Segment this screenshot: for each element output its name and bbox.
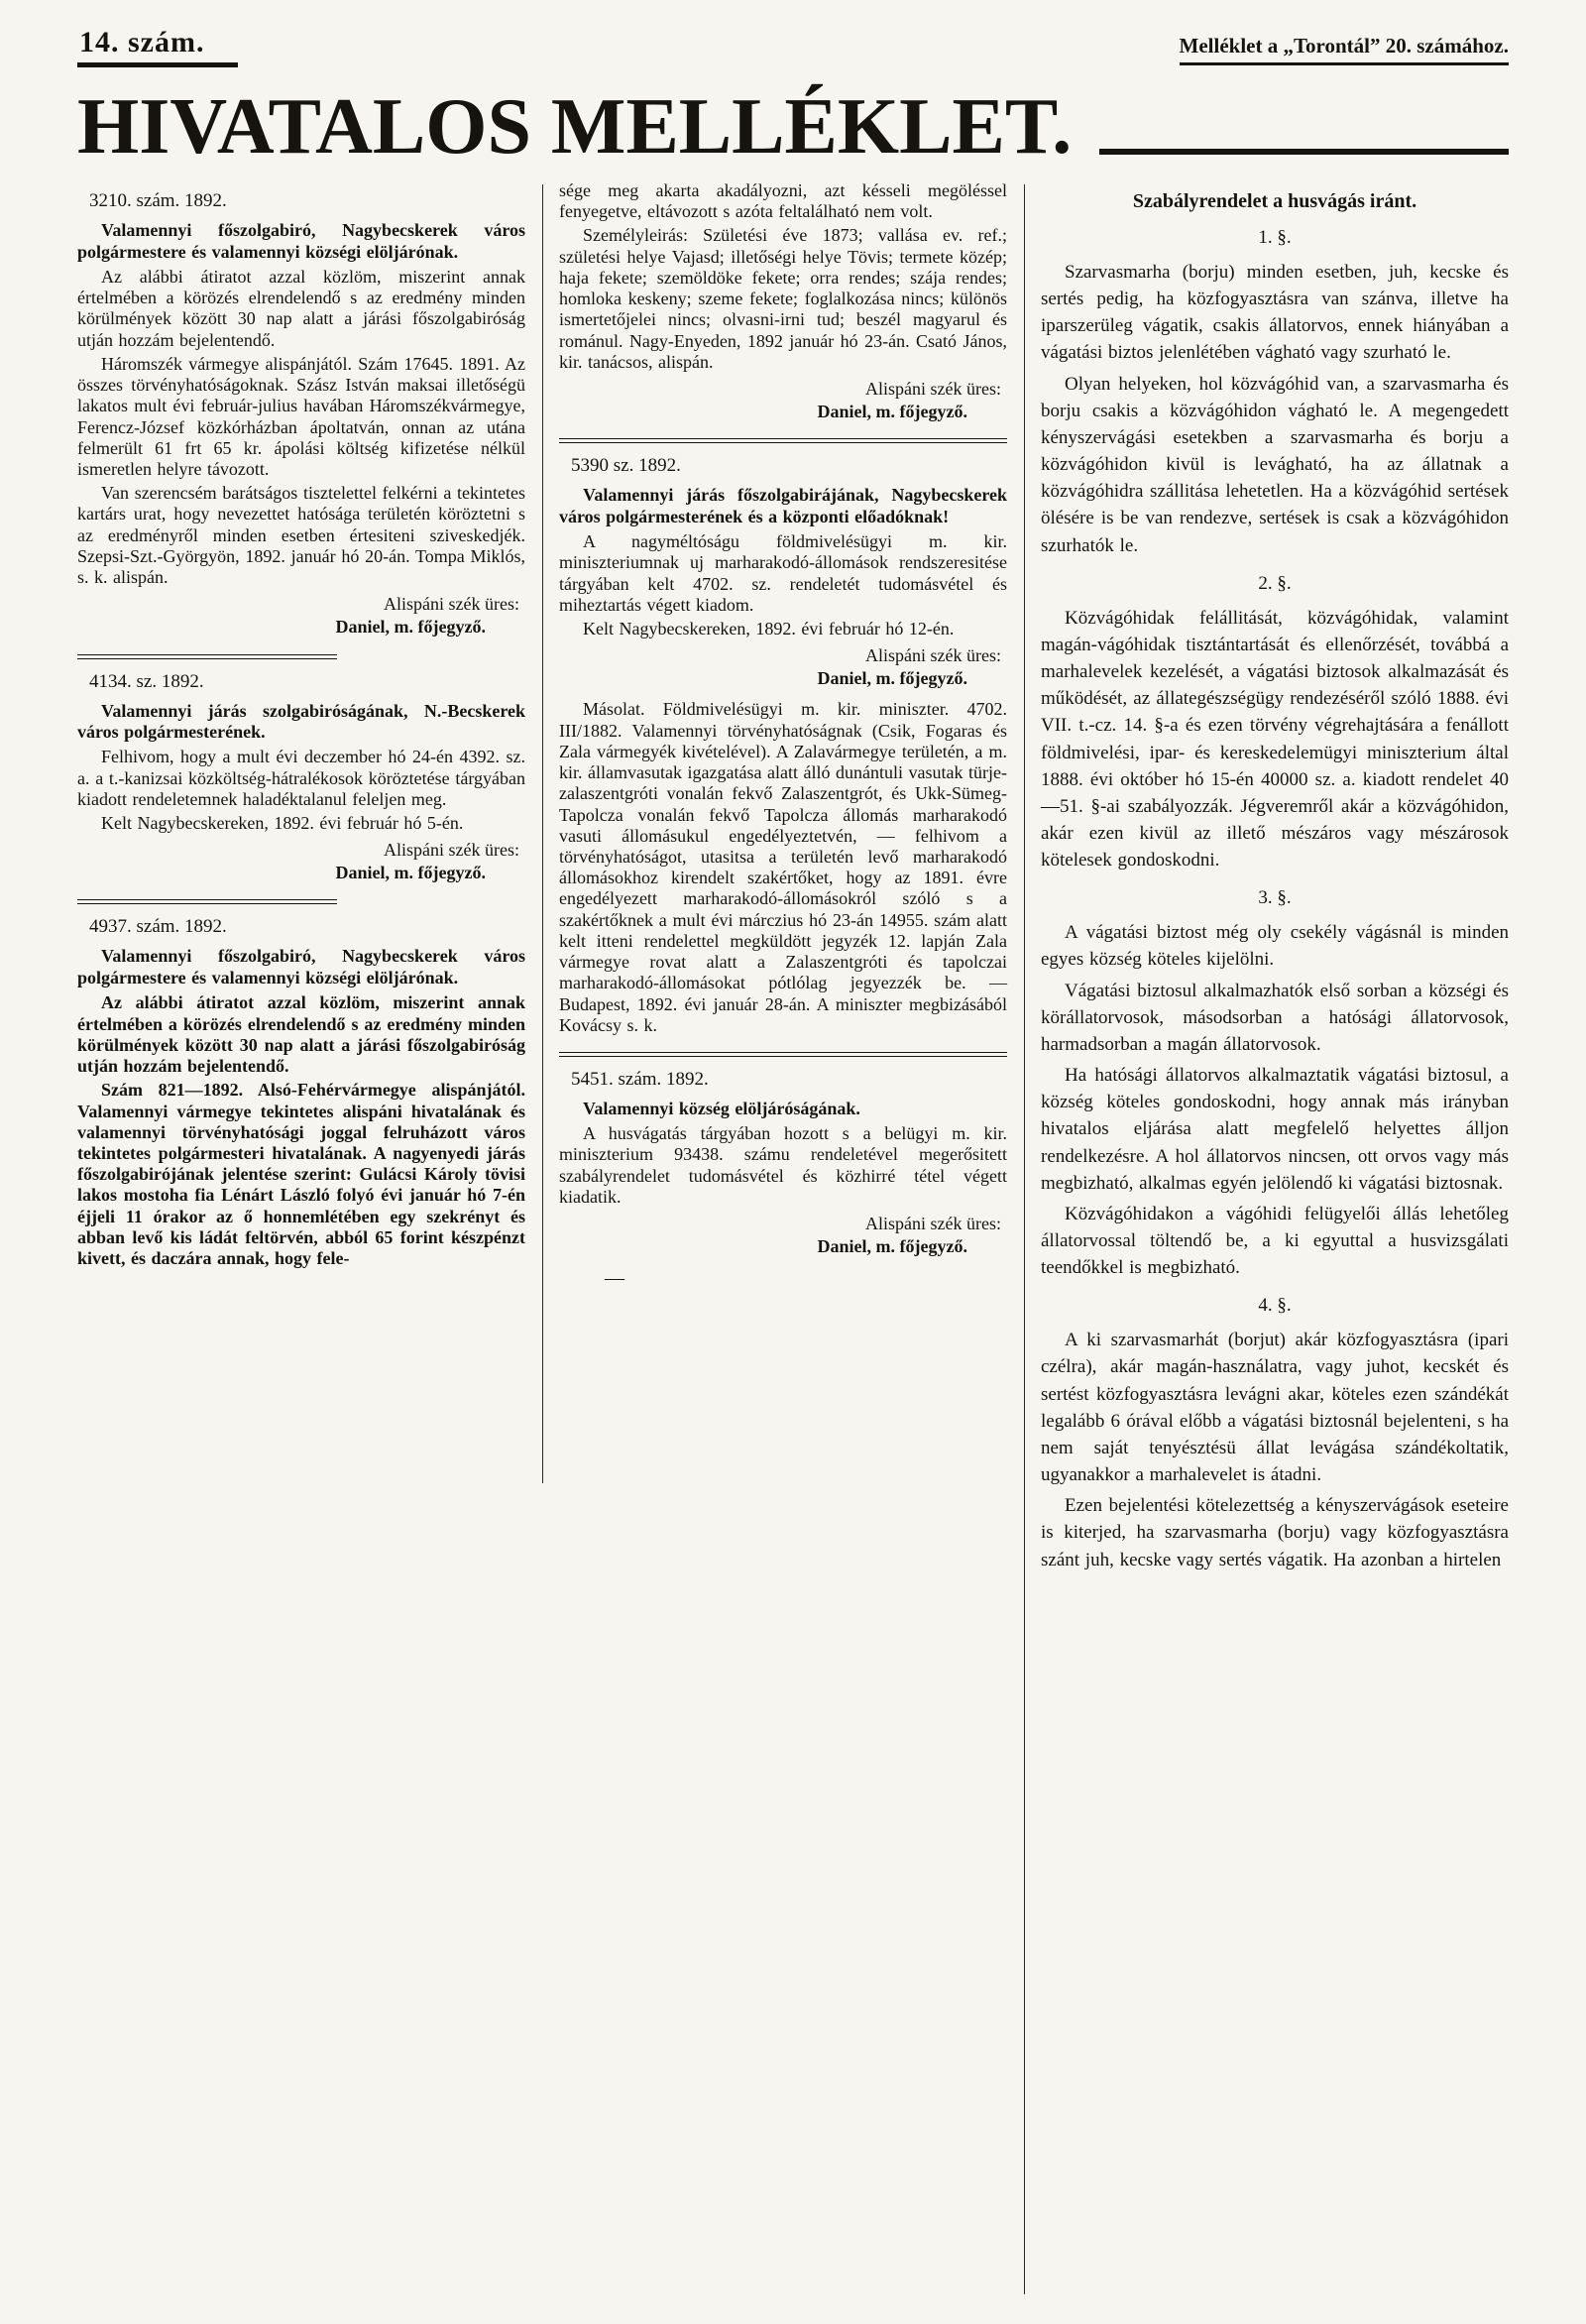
regulation-paragraph: Közvágóhidak felállitását, közvágóhidak, valamint magán-vágóhidak tisztántartását és ellenőrzését, továbbá a marhalevelek kezelését, a vágatási biztosok alkalmazását és működését, az állategészségügy rendezéséről szóló 1888. évi VII. t.-cz. 14. §-a és ezen törvény végrehajtására a fenállott földmivelési, ipar- és kereskedelemügyi miniszterium által 1888. évi október hó 15-én 40000 sz. a. kiadott rendelet 40—51. §-ai szabályozzák. Jégveremről akár a közvágóhidon, akár ezen kivül az illető mészáros vagy mészárosok kötelesek gondoskodni. xyxy=(1041,607,1509,872)
article-addressee: Valamennyi járás főszolgabirájának, Nagybecskerek város polgármesterének és a központi előadóknak! xyxy=(559,485,1007,527)
article-4937 xyxy=(77,916,525,1269)
signature-block xyxy=(559,645,1007,689)
regulation-paragraph: Szarvasmarha (borju) minden esetben, juh, kecske és sertés pedig, ha közfogyasztásra van szánva, illetve ha iparszerüleg vágatik, csakis állatorvos, ennek hiányában a vágatási biztos jelenlétében vágható vagy szurható le. xyxy=(1041,262,1509,364)
section-heading-1: 1. §. xyxy=(1258,227,1292,248)
article-paragraph: A husvágatás tárgyában hozott s a belügyi m. kir. miniszterium 93438. számu rendeletével megerősitett szabályrendelet tudomásvétel és közhirré tétel végett kiadatik. xyxy=(559,1123,1007,1207)
article-number: 4134. sz. 1892. xyxy=(89,670,204,692)
section-heading-2: 2. §. xyxy=(1258,572,1292,594)
regulation-paragraph: Ezen bejelentési kötelezettség a kényszervágások eseteire is kiterjed, ha szarvasmarha (borju) vagy közfogyasztásra szánt juh, kecske vagy sertés vágatik. Ha azonban a hirtelen xyxy=(1041,1495,1509,1570)
article-number: 5451. szám. 1892. xyxy=(571,1069,709,1091)
article-paragraph: Szám 821—1892. Alsó-Fehérvármegye alispánjától. Valamennyi vármegye tekintetes alispáni hivatalának és valamennyi törvényhatósági joggal felruházott város tekintetes polgármesteri hivatalának. A nagyenyedi járás főszolgabirójának jelentése szerint: Gulácsi Károly tövisi lakos mostoha fia Lénárt László folyó évi január hó 7-én éjjeli 11 órakor az ő honnemlétében egy szekrényt és abban levő kis ládát feltörvén, abból 65 forint készpénzt kivett, és daczára annak, hogy fele- xyxy=(77,1080,525,1269)
column-divider xyxy=(1024,184,1025,2294)
article-paragraph: Az alábbi átiratot azzal közlöm, miszerint annak értelmében a körözés elrendelendő s az eredmény minden körülmények között 30 nap alatt a járási főszolgabiróság utján hozzám bejelentendő. xyxy=(77,992,525,1077)
article-3210 xyxy=(77,190,525,639)
article-addressee: Valamennyi főszolgabiró, Nagybecskerek város polgármestere és valamennyi községi elöljárónak. xyxy=(77,220,525,262)
signature-notary: Daniel, m. főjegyző. xyxy=(817,1235,967,1256)
regulation-title: Szabályrendelet a husvágás iránt. xyxy=(1132,190,1417,212)
signature-vacant: Alispáni szék üres: xyxy=(384,840,519,861)
article-paragraph: Kelt Nagybecskereken, 1892. évi február hó 5-én. xyxy=(101,813,464,834)
regulation-paragraph: A ki szarvasmarhát (borjut) akár közfogyasztásra (ipari czélra), akár magán-használatra, vagy juhot, kecskét és sertést közfogyasztásra levágni akar, köteles ezen szándékát legalább 6 órával előbb a vágatási biztosnál bejelenteni, s ha nem saját tenyésztésü állat levágása szándékoltatik, ugyanakkor a marhalevelet is átadni. xyxy=(1041,1330,1509,1486)
article-paragraph: Felhivom, hogy a mult évi deczember hó 24-én 4392. sz. a. a t.-kanizsai közköltség-hátralékosok köröztetése tárgyában kiadott rendeletemnek haladéktalanul feleljen meg. xyxy=(77,747,525,809)
article-addressee: Valamennyi község elöljáróságának. xyxy=(583,1099,860,1119)
masthead-row xyxy=(77,26,1509,67)
column-3 xyxy=(1041,180,1509,1577)
signature-notary: Daniel, m. főjegyző. xyxy=(335,617,486,638)
article-number: 3210. szám. 1892. xyxy=(89,190,227,211)
article-number: 4937. szám. 1892. xyxy=(89,916,227,938)
end-dash: — xyxy=(605,1267,624,1290)
title-rule xyxy=(1099,149,1509,155)
signature-vacant: Alispáni szék üres: xyxy=(384,594,519,615)
article-paragraph: Az alábbi átiratot azzal közlöm, miszerint annak értelmében a körözés elrendelendő s az eredmény minden körülmények között 30 nap alatt a járási főszolgabiróság utján hozzám bejelentendő. xyxy=(77,266,525,350)
article-paragraph: Személyleirás: Születési éve 1873; vallása ev. ref.; születési helye Vajasd; illetőségi helye Tövis; termete közép; haja fekete; szemöldöke fekete; orra rendes; szája rendes; homloka keskeny; szeme fekete; foglalkozása nincs; különös ismertetőjelei nincs; olvasni-irni tud; beszél magyarul és románul. Nagy-Enyeden, 1892 január hó 23-án. Csató János, kir. tanácsos, alispán. xyxy=(559,225,1007,372)
regulation-paragraph: Ha hatósági állatorvos alkalmaztatik vágatási biztosul, a község köteles gondoskodni, hogy annak más irányban hivatalos eljárása alatt megfelelő helyettes álljon rendelkezésre. A hol állatorvos nincsen, ott orvos vagy más megbizható, alkalmas egyén jelölendő ki vágatási biztosnak. xyxy=(1041,1065,1509,1194)
article-5451 xyxy=(559,1069,1007,1290)
column-1 xyxy=(77,180,525,1272)
regulation-paragraph: A vágatási biztost még oly csekély vágásnál is minden egyes község köteles kijelölni. xyxy=(1041,922,1509,971)
article-paragraph: Kelt Nagybecskereken, 1892. évi február hó 12-én. xyxy=(583,619,955,639)
article-number: 5390 sz. 1892. xyxy=(571,455,681,477)
regulation-paragraph: Olyan helyeken, hol közvágóhid van, a szarvasmarha és borju csakis a közvágóhidon vágható le. A megengedett kényszervágási esetekben a szarvasmarha és borju a közvágóhidon kivül is levágható, ha az állatnak a közvágóhidra szállitása lehetetlen. Ha a közvágóhid sertések ölésére is be van rendezve, sertések is csak a közvágóhidon szurhatók le. xyxy=(1041,373,1509,556)
article-addressee: Valamennyi főszolgabiró, Nagybecskerek város polgármestere és valamennyi községi elöljárónak. xyxy=(77,946,525,988)
article-separator xyxy=(77,654,337,659)
section-heading-4: 4. §. xyxy=(1258,1295,1292,1317)
regulation-paragraph: Vágatási biztosul alkalmazhatók első sorban a községi és körállatorvosok, másodsorban a hatósági állatorvosok, harmadsorban a magán állatorvosok. xyxy=(1041,980,1509,1055)
signature-block xyxy=(559,1214,1007,1257)
signature-vacant: Alispáni szék üres: xyxy=(865,379,1001,400)
article-paragraph: A nagyméltóságu földmivelésügyi m. kir. miniszteriumnak uj marharakodó-állomások rendszeresitése tárgyában kelt 4702. sz. rendeletét tudomásvétel és miheztartás végett kiadom. xyxy=(559,531,1007,615)
article-5390 xyxy=(559,455,1007,1036)
article-paragraph: sége meg akarta akadályozni, azt késseli megöléssel fenyegetve, eltávozott s azóta feltalálható nem volt. xyxy=(559,180,1007,222)
ministerial-copy-paragraph: Másolat. Földmivelésügyi m. kir. miniszter. 4702. III/1882. Valamennyi törvényhatóságnak (Csik, Fogaras és Zala vármegyék kivételével). A Zalavármegye területén, a m. kir. államvasutak igazgatása alatt álló dunántuli vasutak türje-zalaszentgróti vonalán fekvő Zalaszentgrót, és Ukk-Sümeg-Tapolcza vonalán fekvő Tapolcza állomás marharakodó vasuti állomásukul engedélyeztetvén, — felhivom a törvényhatóságot, utasitsa a területén levő marharakodó állomásokhoz kirendelt szakértőket, hogy az 1891. évre engedélyezett marharakodó-állomásokról szóló s a szakértőknek a mult évi márczius hó 23-án 14955. szám alatt kelt itteni rendelettel megküldött jegyzék 12. lapján Zala vármegye rovat alatt a Zalaszentgróti és tapolczai marharakodó-állomásokat pótlólag jegyezzék be. — Budapest, 1892. évi január 28-án. A miniszter megbizásából Kovácsy s. k. xyxy=(559,699,1007,1035)
article-separator xyxy=(559,1052,1007,1057)
signature-notary: Daniel, m. főjegyző. xyxy=(335,862,486,882)
article-4937-continuation xyxy=(559,180,1007,422)
column-divider xyxy=(542,184,543,1483)
article-paragraph: Van szerencsém barátságos tisztelettel felkérni a tekintetes kartárs urat, hogy nevezettet hatósága területén köröztetni s az eredményről minden esetben értesiteni sziveskedjék. Szepsi-Szt.-Györgyön, 1892. január hó 20-án. Tompa Miklós, s. k. alispán. xyxy=(77,483,525,588)
title-row xyxy=(77,83,1509,171)
article-4134 xyxy=(77,671,525,884)
signature-vacant: Alispáni szék üres: xyxy=(865,1214,1001,1234)
signature-block xyxy=(77,594,525,638)
regulation-article xyxy=(1041,190,1509,1573)
article-paragraph: Háromszék vármegye alispánjától. Szám 17645. 1891. Az összes törvényhatóságoknak. Szász István maksai illetőségü lakatos mult évi február-julius havában Háromszékvármegye, Ferencz-József közkórházban ápoltatván, onnan az utána felmerült 61 frt 65 kr. ápolási költség kifizetése nélkül ismeretlen helyre távozott. xyxy=(77,353,525,480)
regulation-paragraph: Közvágóhidakon a vágóhidi felügyelői állás lehetőleg állatorvossal töltendő be, a ki egyuttal a husvizsgálati teendőkkel is megbizható. xyxy=(1041,1203,1509,1279)
supplement-note: Melléklet a „Torontál” 20. számához. xyxy=(1180,34,1509,65)
signature-block xyxy=(77,840,525,883)
article-addressee: Valamennyi járás szolgabiróságának, N.-Becskerek város polgármesterének. xyxy=(77,700,525,743)
issue-number: 14. szám. xyxy=(77,26,238,67)
signature-vacant: Alispáni szék üres: xyxy=(865,645,1001,666)
signature-block xyxy=(559,379,1007,422)
article-separator xyxy=(77,899,337,904)
article-separator xyxy=(559,438,1007,443)
content-columns xyxy=(77,180,1509,2294)
signature-notary: Daniel, m. főjegyző. xyxy=(817,401,967,421)
newspaper-title: HIVATALOS MELLÉKLET. xyxy=(77,83,1073,171)
signature-notary: Daniel, m. főjegyző. xyxy=(817,667,967,688)
column-2 xyxy=(559,180,1007,1290)
masthead xyxy=(77,26,1509,171)
section-heading-3: 3. §. xyxy=(1258,887,1292,909)
